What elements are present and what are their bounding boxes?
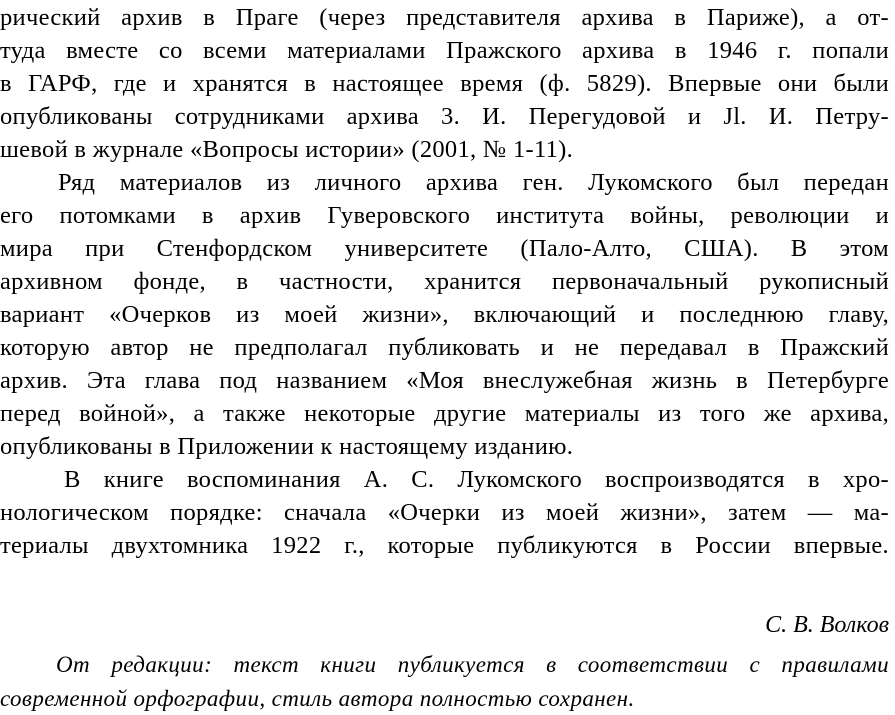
text-line: туда вместе со всеми материалами Пражского архива в 1946 г. попали — [0, 37, 889, 64]
text-line: опубликованы сотрудниками архива 3. И. Перегудовой и Jl. И. Петру- — [0, 103, 889, 130]
text-line: нологическом порядке: сначала «Очерки из моей жизни», затем — ма- — [0, 499, 889, 526]
text-line: шевой в журнале «Вопросы истории» (2001, № 1-11). — [0, 136, 574, 163]
paragraph-start-line: Ряд материалов из личного архива ген. Лукомского был передан — [58, 169, 889, 196]
text-line: перед войной», а также некоторые другие материалы из того же архива, — [0, 400, 889, 427]
text-line: вариант «Очерков из моей жизни», включающий и последнюю главу, — [0, 301, 889, 328]
author-signature: С. В. Волков — [765, 612, 889, 638]
text-line: которую автор не предполагал публиковать и не передавал в Пражский — [0, 334, 889, 361]
text-line: архивном фонде, в частности, хранится первоначальный рукописный — [0, 268, 889, 295]
editorial-note-line: современной орфографии, стиль автора полностью сохранен. — [0, 686, 635, 711]
text-line: его потомками в архив Гуверовского института войны, революции и — [0, 202, 889, 229]
text-line: рический архив в Праге (через представителя архива в Париже), а от- — [0, 4, 889, 31]
text-line: мира при Стенфордском университете (Пало-Алто, США). В этом — [0, 235, 889, 262]
text-line: опубликованы в Приложении к настоящему изданию. — [0, 433, 574, 460]
paragraph-start-line: В книге воспоминания А. С. Лукомского воспроизводятся в хро- — [64, 466, 889, 493]
editorial-note-line: От редакции: текст книги публикуется в соответствии с правилами — [56, 652, 889, 677]
text-line: в ГАРФ, где и хранятся в настоящее время (ф. 5829). Впервые они были — [0, 70, 889, 97]
text-line: териалы двухтомника 1922 г., которые публикуются в России впервые. — [0, 532, 889, 559]
text-line: архив. Эта глава под названием «Моя внеслужебная жизнь в Петербурге — [0, 367, 889, 394]
